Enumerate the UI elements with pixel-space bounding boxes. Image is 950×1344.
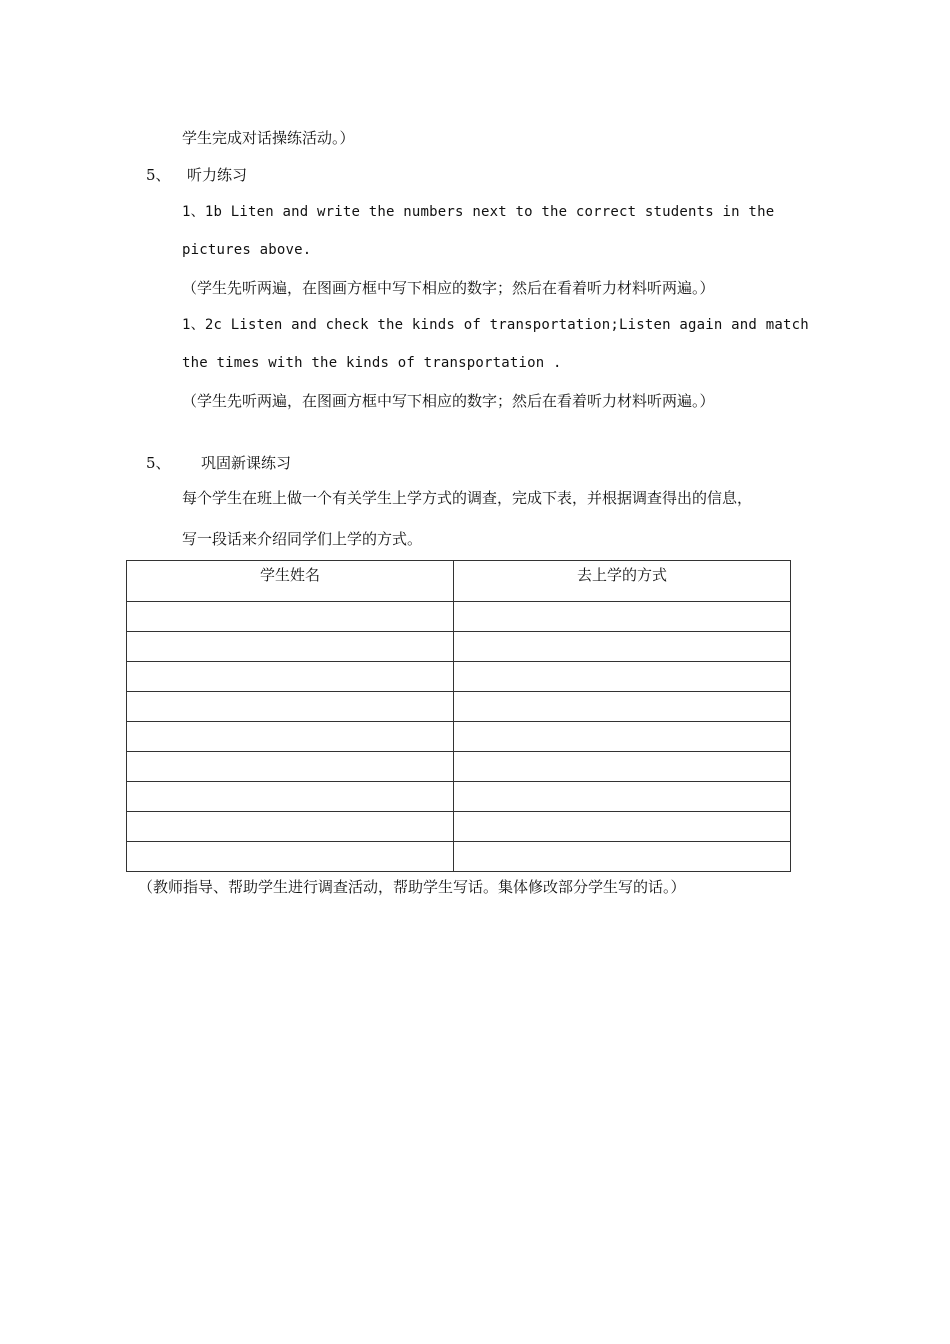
table-cell xyxy=(454,752,791,782)
survey-table xyxy=(126,560,791,872)
paragraph-line: 写一段话来介绍同学们上学的方式。 xyxy=(182,530,423,548)
table-row xyxy=(127,842,791,872)
exercise-note: （学生先听两遍，在图画方框中写下相应的数字；然后在看着听力材料听两遍。） xyxy=(182,279,715,297)
exercise-line: the times with the kinds of transportation . xyxy=(182,355,562,371)
table-cell xyxy=(127,632,454,662)
table-row xyxy=(127,782,791,812)
table-cell xyxy=(454,782,791,812)
table-cell xyxy=(127,752,454,782)
table-cell xyxy=(454,662,791,692)
paragraph-line: 每个学生在班上做一个有关学生上学方式的调查，完成下表，并根据调查得出的信息， xyxy=(182,489,753,507)
text-line: 学生完成对话操练活动。） xyxy=(182,129,355,147)
table-row xyxy=(127,632,791,662)
table-cell xyxy=(454,842,791,872)
section-number: 5、 xyxy=(146,454,171,472)
table-cell xyxy=(127,602,454,632)
footer-note: （教师指导、帮助学生进行调查活动，帮助学生写话。集体修改部分学生写的话。） xyxy=(138,878,686,896)
exercise-note: （学生先听两遍，在图画方框中写下相应的数字；然后在看着听力材料听两遍。） xyxy=(182,392,715,410)
table-row xyxy=(127,722,791,752)
table-header-row xyxy=(127,561,791,602)
section-title: 巩固新课练习 xyxy=(201,454,292,472)
table-cell xyxy=(127,782,454,812)
exercise-line: pictures above. xyxy=(182,242,312,258)
table-cell xyxy=(127,722,454,752)
table-row xyxy=(127,812,791,842)
column-header-name: 学生姓名 xyxy=(127,561,454,602)
exercise-line: 1、2c Listen and check the kinds of transportation;Listen again and match xyxy=(182,317,809,333)
table-cell xyxy=(454,722,791,752)
table-cell xyxy=(127,842,454,872)
table-cell xyxy=(127,812,454,842)
table-cell xyxy=(127,692,454,722)
table-row xyxy=(127,602,791,632)
table-cell xyxy=(454,602,791,632)
table-cell xyxy=(127,662,454,692)
section-number: 5、 xyxy=(146,166,171,184)
column-header-method: 去上学的方式 xyxy=(454,561,791,602)
table-cell xyxy=(454,692,791,722)
table-cell xyxy=(454,632,791,662)
exercise-line: 1、1b Liten and write the numbers next to the correct students in the xyxy=(182,204,775,220)
table-row xyxy=(127,692,791,722)
table-cell xyxy=(454,812,791,842)
section-title: 听力练习 xyxy=(187,166,248,184)
table-row xyxy=(127,662,791,692)
table-row xyxy=(127,752,791,782)
